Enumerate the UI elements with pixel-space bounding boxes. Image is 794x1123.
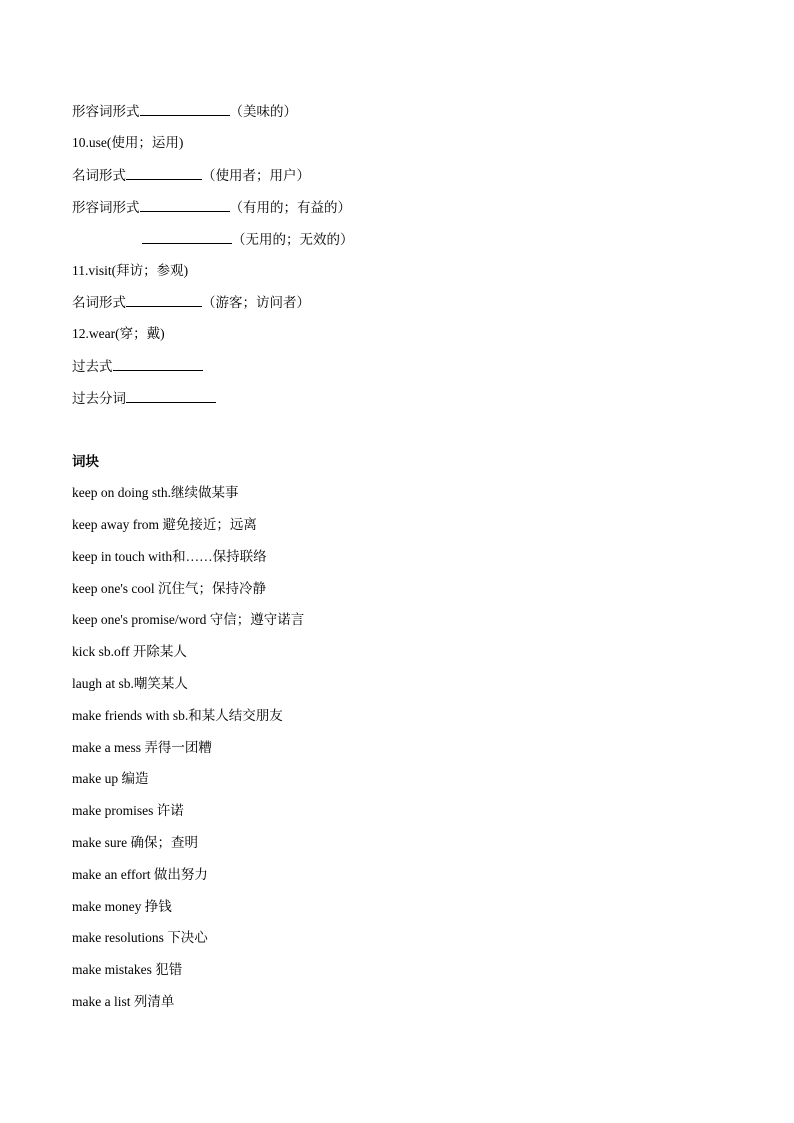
exercise-noun-visitor xyxy=(72,293,310,312)
phrase-item: laugh at sb.嘲笑某人 xyxy=(72,676,188,691)
exercise-past-participle xyxy=(72,389,216,408)
answer-blank[interactable] xyxy=(140,102,230,116)
section-heading: 词块 xyxy=(72,454,99,469)
answer-blank[interactable] xyxy=(126,166,202,180)
exercise-hint: （游客；访问者） xyxy=(202,295,310,310)
item-10-title: 10.use(使用；运用) xyxy=(72,135,184,150)
exercise-hint: （使用者；用户） xyxy=(202,168,310,183)
phrase-item: make promises 许诺 xyxy=(72,803,184,818)
phrase-item: keep one's cool 沉住气；保持冷静 xyxy=(72,581,267,596)
answer-blank[interactable] xyxy=(140,198,230,212)
item-11-title: 11.visit(拜访；参观) xyxy=(72,263,189,278)
exercise-adjective-delicious xyxy=(72,102,297,121)
phrase-item: make resolutions 下决心 xyxy=(72,930,208,945)
answer-blank[interactable] xyxy=(142,230,232,244)
exercise-label: 过去式 xyxy=(72,359,113,374)
phrase-item: keep on doing sth.继续做某事 xyxy=(72,485,239,500)
phrase-item: keep one's promise/word 守信；遵守诺言 xyxy=(72,612,305,627)
answer-blank[interactable] xyxy=(126,293,202,307)
phrase-item: make money 挣钱 xyxy=(72,899,172,914)
exercise-label: 形容词形式 xyxy=(72,200,140,215)
phrase-item: make up 编造 xyxy=(72,771,149,786)
exercise-past-tense xyxy=(72,357,203,376)
answer-blank[interactable] xyxy=(113,357,203,371)
phrase-item: kick sb.off 开除某人 xyxy=(72,644,187,659)
exercise-label: 形容词形式 xyxy=(72,104,140,119)
exercise-noun-user xyxy=(72,166,310,185)
item-12-title: 12.wear(穿；戴) xyxy=(72,326,165,341)
phrase-item: make sure 确保；查明 xyxy=(72,835,198,850)
phrase-item: keep away from 避免接近；远离 xyxy=(72,517,257,532)
phrase-item: make friends with sb.和某人结交朋友 xyxy=(72,708,283,723)
exercise-label: 名词形式 xyxy=(72,168,126,183)
exercise-hint: （无用的；无效的） xyxy=(232,232,354,247)
exercise-hint: （有用的；有益的） xyxy=(229,200,351,215)
exercise-label: 过去分词 xyxy=(72,391,126,406)
phrase-item: make an effort 做出努力 xyxy=(72,867,208,882)
phrase-item: make a mess 弄得一团糟 xyxy=(72,740,212,755)
phrase-item: make a list 列清单 xyxy=(72,994,175,1009)
exercise-adjective-useless xyxy=(142,230,354,249)
exercise-label: 名词形式 xyxy=(72,295,126,310)
exercise-adjective-useful xyxy=(72,198,351,217)
exercise-hint: （美味的） xyxy=(229,104,297,119)
phrase-item: make mistakes 犯错 xyxy=(72,962,183,977)
phrase-item: keep in touch with和……保持联络 xyxy=(72,549,267,564)
answer-blank[interactable] xyxy=(126,389,216,403)
